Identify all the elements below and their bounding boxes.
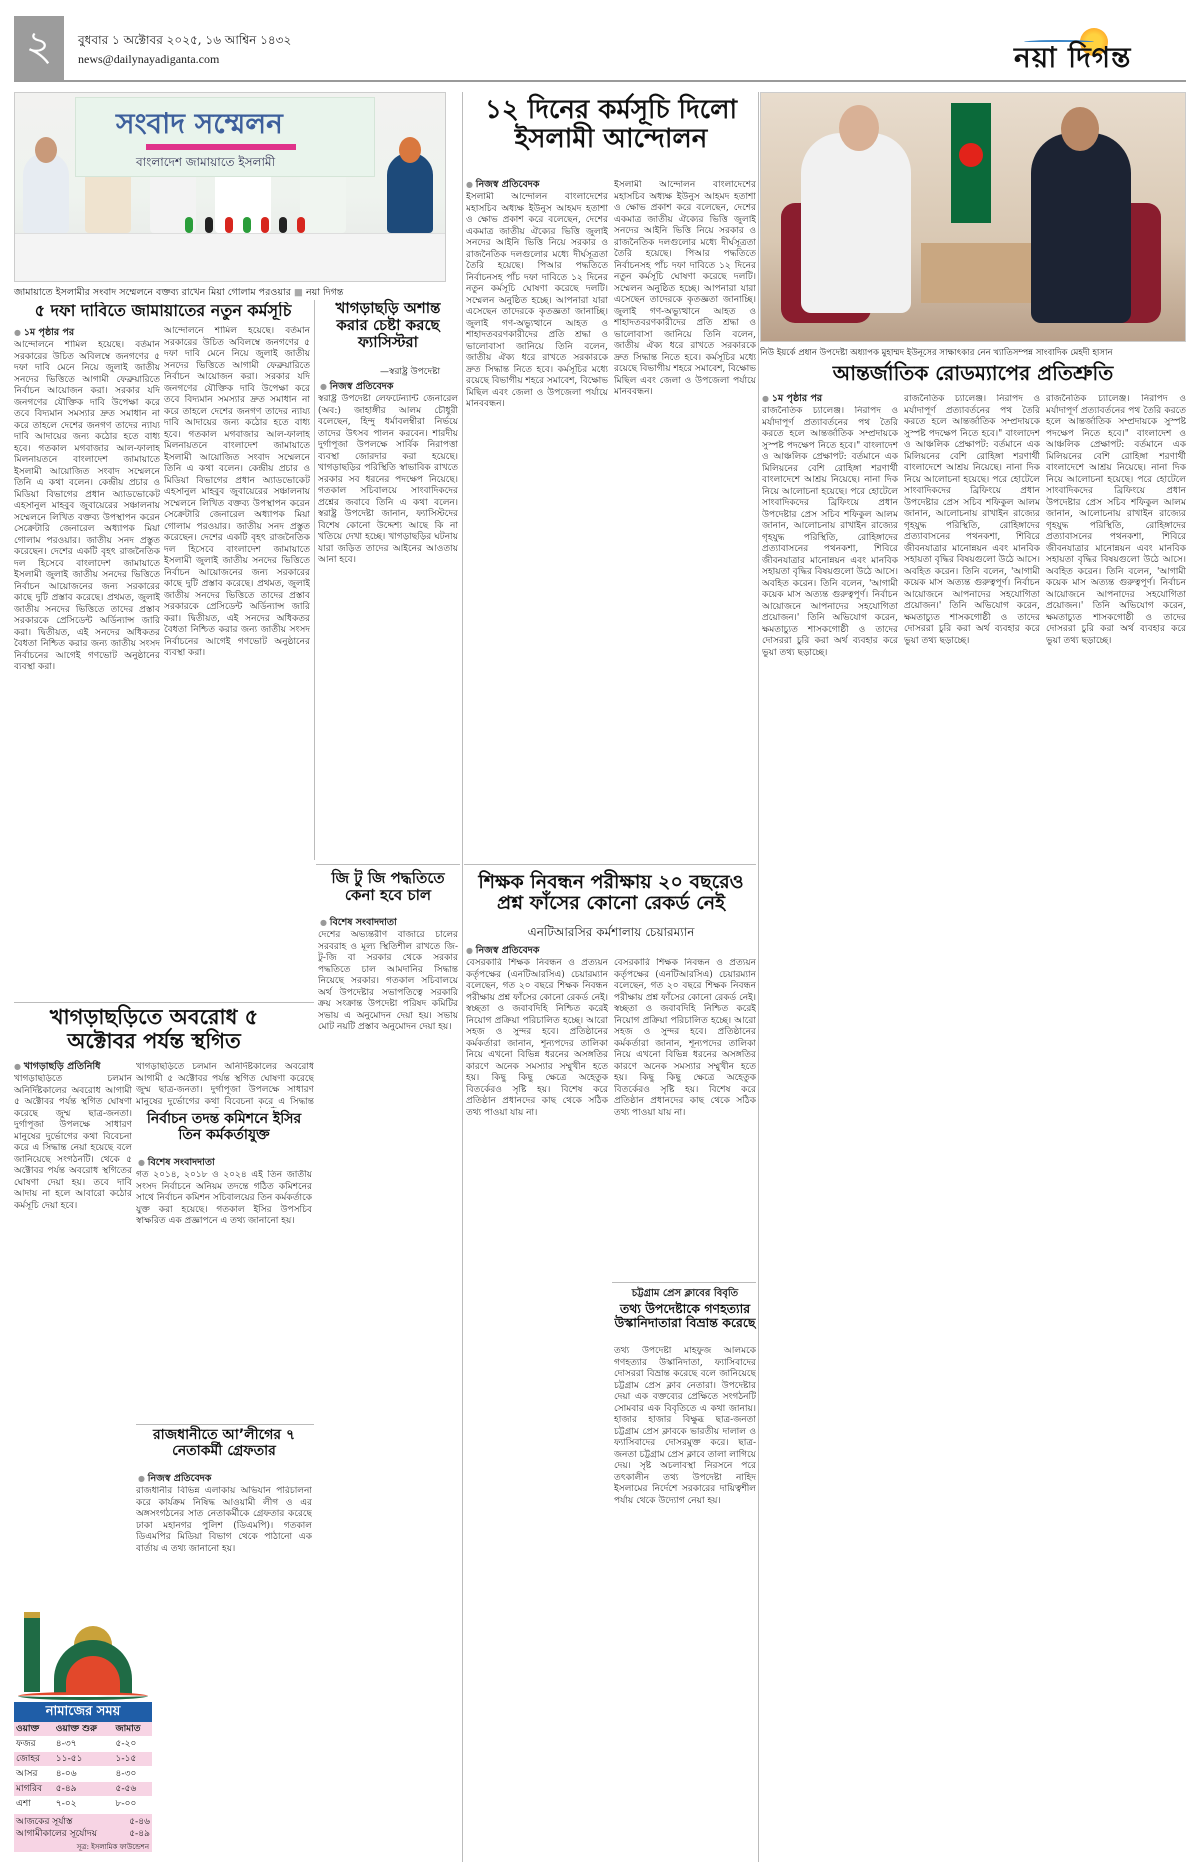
article-body-islami-andolon-col2: ইসলামী আন্দোলন বাংলাদেশের মহাসচিব অধ্যক্ষ ইউনুস আহমদ হতাশা ও ক্ষোভ প্রকাশ করে বলেছেন, দেশের একমাত্র জাতীয় ঐক্যের ভিত্তি জুলাই সনদের আইনি ভিত্তি নিয়ে সরকার ও রাজনৈতিক দলগুলোর মধ্যে দীর্ঘসূত্রতা তৈরি হয়েছে। পিআর পদ্ধতিতে নির্বাচনসহ পাঁচ দফা দাবিতে ১২ দিনের নতুন কর্মসূচি ঘোষণা করেছে দলটি। সম্মেলন অনুষ্ঠিত হচ্ছে। আপনারা যারা এসেছেন তাদেরকে কৃতজ্ঞতা জানাচ্ছি। জুলাই গণ-অভ্যুত্থানে আহত ও শাহাদতবরণকারীদের প্রতি শ্রদ্ধা ও ভালোবাসা জানিয়ে তিনি বলেন, জাতীয় ঐক্য ধরে রাখতে সরকারকে দ্রুত সিদ্ধান্ত নিতে হবে। কর্মসূচির মধ্যে রয়েছে বিভাগীয় শহরে সমাবেশ, বিক্ষোভ মিছিল এবং জেলা ও উপজেলা পর্যায়ে মানববন্ধন। [614,180,756,398]
sun-times [14,1814,152,1842]
article-body-khagrachari-blockade: খাগড়াছড়িতে চলমান অনির্দিষ্টকালের অবরোধ আগামী ৫ অক্টোবর পর্যন্ত স্থগিত ঘোষণা করেছে জুম্ম ছাত্র-জনতা। দুর্গাপূজা উপলক্ষে সাধারণ মানুষের দুর্ভোগের কথা বিবেচনা করে এ সিদ্ধান্ত নেয়া হয়েছে বলে জানিয়েছে সংগঠনটি। থেকে ৫ অক্টোবর পর্যন্ত অবরোধ স্থগিতের ঘোষণা দেয়া হয়। তবে দাবি আদায় না হলে আবারো কঠোর কর্মসূচি দেয়া হবে। [14,1074,132,1211]
prayer-jamaat: ৫-৫৬ [114,1782,152,1797]
banner-org: বাংলাদেশ জামায়াতে ইসলামী [136,155,276,169]
prayer-times-box [14,1606,152,1864]
prayer-row [14,1737,152,1752]
kicker-ctg-press-club: চট্টগ্রাম প্রেস ক্লাবের বিবৃতি [631,1288,739,1299]
section-divider [464,864,756,865]
person-figure [387,153,433,233]
subhead-teacher-exam: এনটিআরসির কর্মশালায় চেয়ারম্যান [527,925,695,939]
photo-credit: নয়া দিগন্ত [305,287,344,298]
prayer-title: নামাজের সময় [14,1702,152,1722]
interview-photo [760,92,1186,342]
headline-ec-commission[interactable]: নির্বাচন তদন্ত কমিশনে ইসির তিন কর্মকর্তাযুক্ত [146,1111,302,1143]
header-waqt: ওয়াক্ত [14,1722,54,1737]
byline-roadmap: ● ১ম পৃষ্ঠার পর [762,392,822,407]
logo-text: নয়া দিগন্ত [1014,41,1132,74]
microphone-icon [205,217,213,233]
article-body-khagrachari-fascist: স্বরাষ্ট্র উপদেষ্টা লেফটেন্যান্ট জেনারেল (অব:) জাহাঙ্গীর আলম চৌধুরী বলেছেন, হিন্দু ধর্মাবলম্বীরা নির্ভয়ে তাদের উৎসব পালন করবেন। শারদীয় দুর্গাপূজা উপলক্ষে সার্বিক নিরাপত্তা ব্যবস্থা জোরদার করা হয়েছে। খাগড়াছড়ির পরিস্থিতি স্বাভাবিক রাখতে সরকার সব ধরনের পদক্ষেপ নিয়েছে। গতকাল সচিবালয়ে সাংবাদিকদের প্রশ্নের জবাবে তিনি এ কথা বলেন। স্বরাষ্ট্র উপদেষ্টা জানান, ফ্যাসিস্টদের বিশেষ কোনো উদ্দেশ্য আছে কি না খতিয়ে দেখা হচ্ছে। খাগড়াছড়ির ঘটনায় যারা জড়িত তাদের আইনের আওতায় আনা হবে। [318,394,458,566]
sunset-label: আজকের সূর্যাস্ত [16,1817,73,1827]
sunset-value: ৫-৪৬ [129,1817,150,1827]
prayer-table [14,1722,152,1812]
flag [951,103,991,223]
prayer-row [14,1797,152,1812]
sunset-row [16,1816,150,1828]
desk [921,243,1041,303]
mosque-illustration [14,1606,152,1702]
byline-jamaat: ● ১ম পৃষ্ঠার পর [14,326,74,341]
byline-g2g-rice: ● বিশেষ সংবাদদাতা [320,916,397,931]
prayer-name: ফজর [14,1737,54,1752]
article-body-roadmap-col2: রাজনৈতিক চ্যালেঞ্জ। নিরাপদ ও মর্যাদাপূর্ণ প্রত্যাবর্তনের পথ তৈরি করতে হলে আন্তর্জাতিক সম্প্রদায়কে সুস্পষ্ট পদক্ষেপ নিতে হবে।" বাংলাদেশ ও আঞ্চলিক প্রেক্ষাপট: বর্তমানে এক মিলিয়নের বেশি রোহিঙ্গা শরণার্থী বাংলাদেশে আশ্রয় নিয়েছে। নানা দিক নিয়ে আলোচনা হয়েছে। পরে হোটেলে সাংবাদিকদের ব্রিফিংয়ে প্রধান উপদেষ্টার প্রেস সচিব শফিকুল আলম জানান, আলোচনায় রাখাইন রাজ্যের গৃহযুদ্ধ পরিস্থিতি, রোহিঙ্গাদের প্রত্যাবাসনের পথনকশা, শিবিরে জীবনযাত্রার মানোন্নয়ন এবং মানবিক সহায়তা বৃদ্ধির বিষয়গুলো উঠে আসে। অবহিত করেন। তিনি বলেন, 'আগামী কয়েক মাস অত্যন্ত গুরুত্বপূর্ণ। নির্বাচন আয়োজনে আপনাদের সহযোগিতা প্রয়োজন।' তিনি অভিযোগ করেন, ক্ষমতাচ্যুত শাসকগোষ্ঠী ও তাদের দোসররা চুরি করা অর্থ ব্যবহার করে ভুয়া তথ্য ছড়াচ্ছে। [904,394,1040,646]
headline-g2g-rice[interactable]: জি টু জি পদ্ধতিতে কেনা হবে চাল [331,869,445,904]
byline-ec-commission: ● বিশেষ সংবাদদাতা [138,1156,215,1171]
minaret-icon [24,1612,40,1692]
microphone-icon [261,217,269,233]
person-head [839,105,879,151]
prayer-row [14,1767,152,1782]
prayer-start: ৪-০৬ [54,1767,114,1782]
banner-strip [146,144,296,150]
subhead-khagrachari-fascist: —স্বরাষ্ট্র উপদেষ্টা [380,367,441,377]
page-number: ২ [14,16,64,80]
byline-khagrachari-fascist: ● নিজস্ব প্রতিবেদক [320,380,393,395]
microphone-icon [279,217,287,233]
person-head [399,137,421,163]
byline-awami-arrest: ● নিজস্ব প্রতিবেদক [138,1472,211,1487]
prayer-jamaat: ৮-০০ [114,1797,152,1812]
article-body-jamaat: আন্দোলনে শামিল হয়েছে। বর্তমান সরকারের উচিত অবিলম্বে জনগণের ৫ দফা দাবি মেনে নিয়ে জুলাই জাতীয় সনদের ভিত্তিতে আগামী ফেব্রুয়ারিতে নির্বাচন আয়োজন করা। সরকার যদি জনগণের যৌক্তিক দাবি উপেক্ষা করে তবে বিদ্যমান সমস্যার দ্রুত সমাধান না করে তাহলে দেশের জনগণ তাদের ন্যায্য দাবি আদায়ের জন্য কঠোর হতে বাধ্য হবে। গতকাল মগবাজার আল-ফালাহ মিলনায়তনে বাংলাদেশ জামায়াতে ইসলামী আয়োজিত সংবাদ সম্মেলনে তিনি এ কথা বলেন। কেন্দ্রীয় প্রচার ও মিডিয়া বিভাগের প্রধান অ্যাডভোকেট এহসানুল মাহবুব জুবায়েরের সঞ্চালনায় সম্মেলনে লিখিত বক্তব্য উপস্থাপন করেন সেক্রেটারি জেনারেল অধ্যাপক মিয়া গোলাম পরওয়ার। জাতীয় সনদ প্রস্তুত করেছেন। দেশের একটি বৃহৎ রাজনৈতিক দল হিসেবে বাংলাদেশ জামায়াতে ইসলামী জুলাই জাতীয় সনদের ভিত্তিতে নির্বাচন আয়োজনের জন্য সরকারের কাছে দুটি প্রস্তাব করেছে। প্রথমত, জুলাই জাতীয় সনদের ভিত্তিতে তাদের প্রস্তাব সরকারকে প্রেসিডেন্ট অর্ডিন্যান্স জারি করা। দ্বিতীয়ত, এই সনদের অধিকতর বৈধতা নিশ্চিত করার জন্য জাতীয় সংসদ নির্বাচনের আগেই গণভোট অনুষ্ঠানের ব্যবস্থা করা। [14,340,160,673]
person-head [1061,107,1099,151]
dateline: বুধবার ১ অক্টোবর ২০২৫, ১৬ আশ্বিন ১৪৩২ [78,33,292,47]
headline-khagrachari-fascist[interactable]: খাগড়াছড়ি অশান্ত করার চেষ্টা করছে ফ্যাসিস্টরা [335,299,441,351]
headline-jamaat[interactable]: ৫ দফা দাবিতে জামায়াতের নতুন কর্মসূচি [34,302,292,320]
column-divider [462,92,463,1862]
caption-text: জামায়াতে ইসলামীর সংবাদ সম্মেলনে বক্তব্য রাখেন মিয়া গোলাম পরওয়ার [14,287,291,298]
prayer-start: ৫-৪৯ [54,1782,114,1797]
byline-khagrachari-blockade: ● খাগড়াছড়ি প্রতিনিধি [14,1060,100,1075]
article-body-teacher-exam: বেসরকারি শিক্ষক নিবন্ধন ও প্রত্যয়ন কর্তৃপক্ষের (এনটিআরসিএ) চেয়ারম্যান বলেছেন, গত ২০ বছরে শিক্ষক নিবন্ধন পরীক্ষায় প্রশ্ন ফাঁসের কোনো রেকর্ড নেই। স্বচ্ছতা ও জবাবদিহি নিশ্চিত করেই নিয়োগ প্রক্রিয়া পরিচালিত হচ্ছে। আরো সহজ ও সুন্দর হবে। প্রতিষ্ঠানের কর্মকর্তারা জানান, শূন্যপদের তালিকা নিয়ে এখনো বিভিন্ন ধরনের অসঙ্গতির কারণে অনেক সমস্যার সম্মুখীন হতে হয়। কিছু কিছু ক্ষেত্রে অহেতুক বিতর্কেরও সৃষ্টি হয়। বিশেষ করে প্রতিষ্ঠান প্রধানদের কাছ থেকে সঠিক তথ্য পাওয়া যায় না। [466,958,608,1118]
prayer-jamaat: ১-১৫ [114,1752,152,1767]
person-figure [1031,133,1131,323]
column-divider [314,300,315,860]
section-divider [14,1002,314,1003]
headline-ctg-press-club[interactable]: তথ্য উপদেষ্টাকে গণহত্যার উস্কানিদাতারা বিভ্রান্ত করেছে [614,1301,756,1330]
prayer-name: মাগরিব [14,1782,54,1797]
byline-islami-andolon: ● নিজস্ব প্রতিবেদক [466,178,539,193]
table-cloth [15,233,445,281]
headline-islami-andolon[interactable]: ১২ দিনের কর্মসূচি দিলো ইসলামী আন্দোলন [484,95,738,155]
headline-roadmap[interactable]: আন্তর্জাতিক রোডম্যাপের প্রতিশ্রুতি [832,361,1114,385]
article-body-g2g-rice: দেশের অভ্যন্তরীণ বাজারে চালের সরবরাহ ও মূল্য স্থিতিশীল রাখতে জি-টু-জি বা সরকার থেকে সরকার পদ্ধতিতে চাল আমদানির সিদ্ধান্ত নিয়েছে সরকার। গতকাল সচিবালয়ে অর্থ উপদেষ্টার সভাপতিত্বে সরকারি ক্রয় সংক্রান্ত উপদেষ্টা পরিষদ কমিটির সভায় এ অনুমোদন দেয়া হয়। সভায় মোট নয়টি প্রস্তাব অনুমোদন দেয়া হয়। [318,930,458,1033]
email-link[interactable]: news@dailynayadiganta.com [78,52,220,66]
banner [75,97,375,177]
section-divider [612,1282,756,1283]
header-jamaat: জামাত [114,1722,152,1737]
column-divider [758,92,759,1862]
prayer-name: আসর [14,1767,54,1782]
prayer-row [14,1782,152,1797]
microphone-icon [185,217,193,233]
prayer-start: ৭-০২ [54,1797,114,1812]
prayer-start: ৪-৩৭ [54,1737,114,1752]
article-body-ctg-press-club: তথ্য উপদেষ্টা মাহফুজ আলমকে গণহত্যার উস্কানিদাতা, ফ্যাসিবাদের দোসররা বিভ্রান্ত করেছে বলে জানিয়েছে চট্টগ্রাম প্রেস ক্লাব নেতারা। উপদেষ্টার দেয়া এক বক্তব্যের প্রেক্ষিতে সংগঠনটি সোমবার এক বিবৃতিতে এ কথা জানায়। হাজার হাজার বিক্ষুব্ধ ছাত্র-জনতা চট্টগ্রাম প্রেস ক্লাবকে ভারতীয় দালাল ও ফ্যাসিবাদের দোসরমুক্ত করে। ছাত্র-জনতা চট্টগ্রাম প্রেস ক্লাবে তালা লাগিয়ে দেয়। সৃষ্ট অচলাবস্থা নিরসনে পরে তৎকালীন তথ্য উপদেষ্টা নাহিদ ইসলামের নির্দেশে সরকারের দায়িত্বশীল পর্যায় থেকে উদ্যোগ নেয়া হয়। [614,1346,756,1506]
sunrise-label: আগামীকালের সূর্যোদয় [16,1829,98,1839]
microphone-icon [297,217,305,233]
article-body-awami-arrest: রাজধানীর বিভিন্ন এলাকায় অভিযান পরিচালনা করে কার্যক্রম নিষিদ্ধ আওয়ামী লীগ ও এর অঙ্গসংগঠনের সাত নেতাকর্মীকে গ্রেফতার করেছে ঢাকা মহানগর পুলিশ (ডিএমপি)। গতকাল ডিএমপির মিডিয়া বিভাগ থেকে পাঠানো এক বার্তায় এ তথ্য জানানো হয়। [136,1486,312,1554]
press-conference-photo [14,92,446,282]
article-body-islami-andolon: ইসলামী আন্দোলন বাংলাদেশের মহাসচিব অধ্যক্ষ ইউনুস আহমদ হতাশা ও ক্ষোভ প্রকাশ করে বলেছেন, দেশের একমাত্র জাতীয় ঐক্যের ভিত্তি জুলাই সনদের আইনি ভিত্তি নিয়ে সরকার ও রাজনৈতিক দলগুলোর মধ্যে দীর্ঘসূত্রতা তৈরি হয়েছে। পিআর পদ্ধতিতে নির্বাচনসহ পাঁচ দফা দাবিতে ১২ দিনের নতুন কর্মসূচি ঘোষণা করেছে দলটি। সম্মেলন অনুষ্ঠিত হচ্ছে। আপনারা যারা এসেছেন তাদেরকে কৃতজ্ঞতা জানাচ্ছি। জুলাই গণ-অভ্যুত্থানে আহত ও শাহাদতবরণকারীদের প্রতি শ্রদ্ধা ও ভালোবাসা জানিয়ে তিনি বলেন, জাতীয় ঐক্য ধরে রাখতে সরকারকে দ্রুত সিদ্ধান্ত নিতে হবে। কর্মসূচির মধ্যে রয়েছে বিভাগীয় শহরে সমাবেশ, বিক্ষোভ মিছিল এবং জেলা ও উপজেলা পর্যায়ে মানববন্ধন। [466,192,608,410]
banner-title: সংবাদ সম্মেলন [116,107,283,140]
photo-caption: জামায়াতে ইসলামীর সংবাদ সম্মেলনে বক্তব্য রাখেন মিয়া গোলাম পরওয়ার ■ নয়া দিগন্ত [14,287,344,298]
book-icon [18,1692,148,1700]
microphone-icon [225,217,233,233]
prayer-jamaat: ৪-৩০ [114,1767,152,1782]
article-body-khagrachari-blockade-col2: খাগড়াছড়িতে চলমান অনির্দিষ্টকালের অবরোধ আগামী ৫ অক্টোবর পর্যন্ত স্থগিত ঘোষণা করেছে জুম্ম ছাত্র-জনতা। দুর্গাপূজা উপলক্ষে সাধারণ মানুষের দুর্ভোগের কথা বিবেচনা করে এ সিদ্ধান্ত [136,1062,314,1107]
person-figure [23,153,69,233]
prayer-start: ১১-৫১ [54,1752,114,1767]
prayer-row [14,1752,152,1767]
header-start: ওয়াক্ত শুরু [54,1722,114,1737]
article-body-roadmap-col3: রাজনৈতিক চ্যালেঞ্জ। নিরাপদ ও মর্যাদাপূর্ণ প্রত্যাবর্তনের পথ তৈরি করতে হলে আন্তর্জাতিক সম্প্রদায়কে সুস্পষ্ট পদক্ষেপ নিতে হবে।" বাংলাদেশ ও আঞ্চলিক প্রেক্ষাপট: বর্তমানে এক মিলিয়নের বেশি রোহিঙ্গা শরণার্থী বাংলাদেশে আশ্রয় নিয়েছে। নানা দিক নিয়ে আলোচনা হয়েছে। পরে হোটেলে সাংবাদিকদের ব্রিফিংয়ে প্রধান উপদেষ্টার প্রেস সচিব শফিকুল আলম জানান, আলোচনায় রাখাইন রাজ্যের গৃহযুদ্ধ পরিস্থিতি, রোহিঙ্গাদের প্রত্যাবাসনের পথনকশা, শিবিরে জীবনযাত্রার মানোন্নয়ন এবং মানবিক সহায়তা বৃদ্ধির বিষয়গুলো উঠে আসে। অবহিত করেন। তিনি বলেন, 'আগামী কয়েক মাস অত্যন্ত গুরুত্বপূর্ণ। নির্বাচন আয়োজনে আপনাদের সহযোগিতা প্রয়োজন।' তিনি অভিযোগ করেন, ক্ষমতাচ্যুত শাসকগোষ্ঠী ও তাদের দোসররা চুরি করা অর্থ ব্যবহার করে ভুয়া তথ্য ছড়াচ্ছে। [1046,394,1186,646]
person-head [35,137,57,163]
microphone-icon [243,217,251,233]
section-divider [316,864,460,865]
headline-awami-arrest[interactable]: রাজধানীতে আ’লীগের ৭ নেতাকর্মী গ্রেফতার [152,1427,296,1459]
section-divider [136,1424,314,1425]
article-body-jamaat-col2: আন্দোলনে শামিল হয়েছে। বর্তমান সরকারের উচিত অবিলম্বে জনগণের ৫ দফা দাবি মেনে নিয়ে জুলাই জাতীয় সনদের ভিত্তিতে আগামী ফেব্রুয়ারিতে নির্বাচন আয়োজন করা। সরকার যদি জনগণের যৌক্তিক দাবি উপেক্ষা করে তবে বিদ্যমান সমস্যার দ্রুত সমাধান না করে তাহলে দেশের জনগণ তাদের ন্যায্য দাবি আদায়ের জন্য কঠোর হতে বাধ্য হবে। গতকাল মগবাজার আল-ফালাহ মিলনায়তনে বাংলাদেশ জামায়াতে ইসলামী আয়োজিত সংবাদ সম্মেলনে তিনি এ কথা বলেন। কেন্দ্রীয় প্রচার ও মিডিয়া বিভাগের প্রধান অ্যাডভোকেট এহসানুল মাহবুব জুবায়েরের সঞ্চালনায় সম্মেলনে লিখিত বক্তব্য উপস্থাপন করেন সেক্রেটারি জেনারেল অধ্যাপক মিয়া গোলাম পরওয়ার। জাতীয় সনদ প্রস্তুত করেছেন। দেশের একটি বৃহৎ রাজনৈতিক দল হিসেবে বাংলাদেশ জামায়াতে ইসলামী জুলাই জাতীয় সনদের ভিত্তিতে নির্বাচন আয়োজনের জন্য সরকারের কাছে দুটি প্রস্তাব করেছে। প্রথমত, জুলাই জাতীয় সনদের ভিত্তিতে তাদের প্রস্তাব সরকারকে প্রেসিডেন্ট অর্ডিন্যান্স জারি করা। দ্বিতীয়ত, এই সনদের অধিকতর বৈধতা নিশ্চিত করার জন্য জাতীয় সংসদ নির্বাচনের আগেই গণভোট অনুষ্ঠানের ব্যবস্থা করা। [164,326,310,659]
prayer-jamaat: ৫-২০ [114,1737,152,1752]
sunrise-value: ৫-৪৯ [129,1829,150,1839]
flag-circle [959,143,983,167]
sunrise-row [16,1828,150,1840]
masthead [14,16,1186,82]
byline-teacher-exam: ● নিজস্ব প্রতিবেদক [466,944,539,959]
article-body-roadmap: রাজনৈতিক চ্যালেঞ্জ। নিরাপদ ও মর্যাদাপূর্ণ প্রত্যাবর্তনের পথ তৈরি করতে হলে আন্তর্জাতিক সম্প্রদায়কে সুস্পষ্ট পদক্ষেপ নিতে হবে।" বাংলাদেশ ও আঞ্চলিক প্রেক্ষাপট: বর্তমানে এক মিলিয়নের বেশি রোহিঙ্গা শরণার্থী বাংলাদেশে আশ্রয় নিয়েছে। নানা দিক নিয়ে আলোচনা হয়েছে। পরে হোটেলে সাংবাদিকদের ব্রিফিংয়ে প্রধান উপদেষ্টার প্রেস সচিব শফিকুল আলম জানান, আলোচনায় রাখাইন রাজ্যের গৃহযুদ্ধ পরিস্থিতি, রোহিঙ্গাদের প্রত্যাবাসনের পথনকশা, শিবিরে জীবনযাত্রার মানোন্নয়ন এবং মানবিক সহায়তা বৃদ্ধির বিষয়গুলো উঠে আসে। অবহিত করেন। তিনি বলেন, 'আগামী কয়েক মাস অত্যন্ত গুরুত্বপূর্ণ। নির্বাচন আয়োজনে আপনাদের সহযোগিতা প্রয়োজন।' তিনি অভিযোগ করেন, ক্ষমতাচ্যুত শাসকগোষ্ঠী ও তাদের দোসররা চুরি করা অর্থ ব্যবহার করে ভুয়া তথ্য ছড়াচ্ছে। [762,406,898,658]
prayer-name: এশা [14,1797,54,1812]
headline-teacher-exam[interactable]: শিক্ষক নিবন্ধন পরীক্ষায় ২০ বছরেও প্রশ্ন ফাঁসের কোনো রেকর্ড নেই [478,871,744,915]
headline-khagrachari-blockade[interactable]: খাগড়াছড়িতে অবরোধ ৫ অক্টোবর পর্যন্ত স্থগিত [49,1005,259,1053]
article-body-teacher-exam-col2: বেসরকারি শিক্ষক নিবন্ধন ও প্রত্যয়ন কর্তৃপক্ষের (এনটিআরসিএ) চেয়ারম্যান বলেছেন, গত ২০ বছরে শিক্ষক নিবন্ধন পরীক্ষায় প্রশ্ন ফাঁসের কোনো রেকর্ড নেই। স্বচ্ছতা ও জবাবদিহি নিশ্চিত করেই নিয়োগ প্রক্রিয়া পরিচালিত হচ্ছে। আরো সহজ ও সুন্দর হবে। প্রতিষ্ঠানের কর্মকর্তারা জানান, শূন্যপদের তালিকা নিয়ে এখনো বিভিন্ন ধরনের অসঙ্গতির কারণে অনেক সমস্যার সম্মুখীন হতে হয়। কিছু কিছু ক্ষেত্রে অহেতুক বিতর্কেরও সৃষ্টি হয়। বিশেষ করে প্রতিষ্ঠান প্রধানদের কাছ থেকে সঠিক তথ্য পাওয়া যায় না। [614,958,756,1118]
prayer-name: জোহর [14,1752,54,1767]
prayer-source: সূত্র: ইসলামিক ফাউন্ডেশন [14,1842,152,1852]
newspaper-logo [1014,26,1184,72]
article-body-ec-commission: গত ২০১৪, ২০১৮ ও ২০২৪ এই তিন জাতীয় সংসদ নির্বাচনে অনিয়ম তদন্তে গঠিত কমিশনের সাথে নির্বাচন কমিশন সচিবালয়ের তিন কর্মকর্তাকে যুক্ত করা হয়েছে। গতকাল ইসির উপসচিব স্বাক্ষরিত এক প্রজ্ঞাপনে এ তথ্য জানানো হয়। [136,1170,312,1227]
photo-caption-2: নিউ ইয়র্কে প্রধান উপদেষ্টা অধ্যাপক মুহাম্মদ ইউনূসের সাক্ষাৎকার নেন খ্যাতিসম্পন্ন সাংবাদিক মেহদী হাসান [760,348,1113,358]
person-figure [801,133,911,313]
